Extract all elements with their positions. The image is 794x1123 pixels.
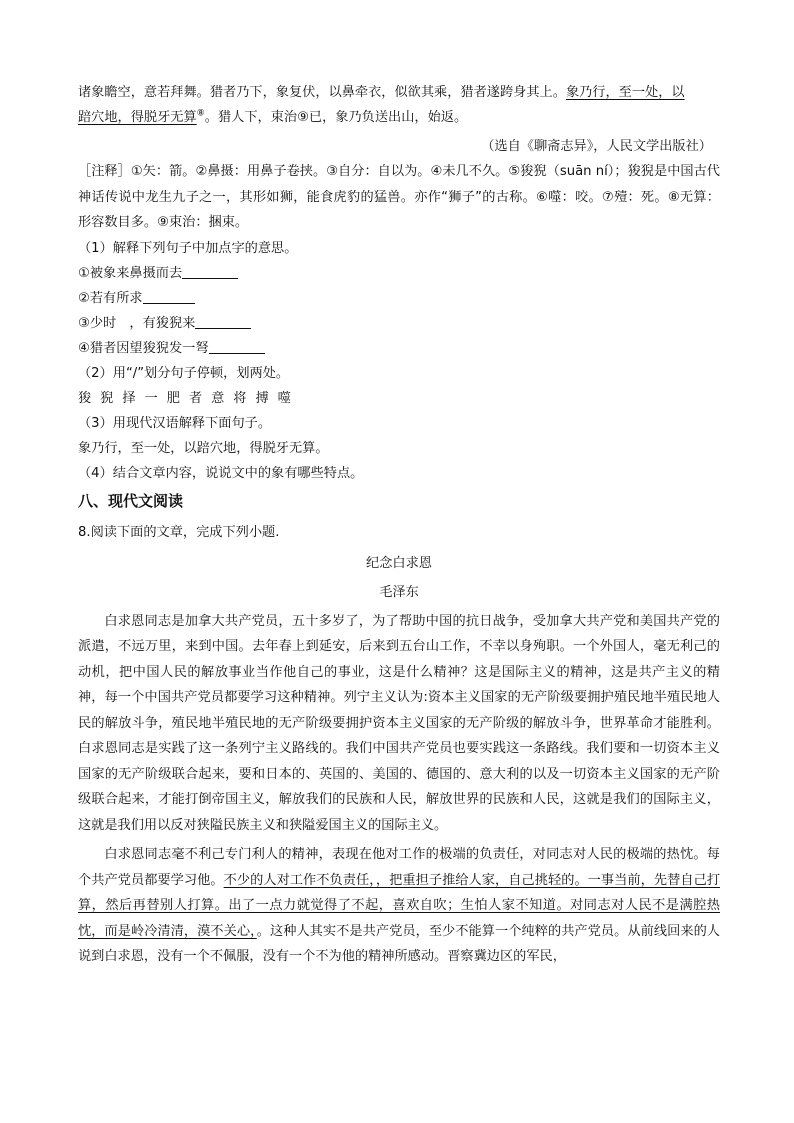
question-1-item-2 <box>78 286 720 311</box>
question-1: （1）解释下列句子中加点字的意思。 <box>78 240 298 256</box>
passage-line-2 <box>78 105 720 130</box>
underlined-passage: 不少的人对工作不负责任，，把重担子推给人家，自己挑轻的。一事当前，先替自己打算，然后再替别人打算。出了一点力就觉得了不起，喜欢自吹；生怕人家不知道。对同志对人民不是满腔热忱，而是岭冷清清，漠不关心， <box>78 872 721 939</box>
footnote-marker: ⑧ <box>196 108 205 119</box>
source-citation: （选自《聊斋志异》，人民文学出版社） <box>481 139 712 154</box>
underlined-sentence-part2: 踣穴地，得脱牙无算 <box>78 110 197 125</box>
item-text: ④猎者因望狻猊发一弩 <box>78 340 209 356</box>
passage-text: 诸象瞻空，意若拜舞。猎者乃下，象复伏，以鼻牵衣，似欲其乘，猎者遂跨身其上。 <box>78 85 566 100</box>
answer-blank[interactable] <box>143 289 195 304</box>
passage-line-1 <box>78 80 720 105</box>
article-paragraph-1: 白求恩同志是加拿大共产党员，五十多岁了，为了帮助中国的抗日战争，受加拿大共产党和美国共产党的派遣，不远万里，来到中国。去年春上到延安，后来到五台山工作，不幸以身殉职。一个外国人，毫无利己的动机，把中国人民的解放事业当作他自己的事业，这是什么精神？这是国际主义的精神，这是共产主义的精神，每一个中国共产党员都要学习这种精神。列宁主义认为:资本主义国家的无产阶级要拥护殖民地半殖民地人民的解放斗争，殖民地半殖民地的无产阶级要拥护资本主义国家的无产阶级的解放斗争，世界革命才能胜利。白求恩同志是实践了这一条列宁主义路线的。我们中国共产党员也要实践这一条路线。我们要和一切资本主义国家的无产阶级联合起来，要和日本的、英国的、美国的、德国的、意大利的以及一切资本主义国家的无产阶级联合起来，才能打倒帝国主义，解放我们的民族和人民，解放世界的民族和人民，这就是我们的国际主义，这就是我们用以反对狭隘民族主义和狭隘爱国主义的国际主义。 <box>78 613 720 833</box>
answer-blank[interactable] <box>182 264 238 279</box>
question-1-item-1 <box>78 261 720 286</box>
question-3-sentence: 象乃行，至一处，以踣穴地，得脱牙无算。 <box>78 440 329 456</box>
question-4: （4）结合文章内容，说说文中的象有哪些特点。 <box>78 465 364 481</box>
article-title: 纪念白求恩 <box>366 555 432 571</box>
question-3: （3）用现代汉语解释下面句子。 <box>78 415 272 431</box>
paragraph-text: 。这种人其实不是共产党员，至少不能算一个纯粹的共产党员。从前线回来的人说到白求恩，没有一个不佩服，没有一个不为他的精神所感动。晋察冀边区的军民， <box>78 923 720 964</box>
annotation-notes: ［注释］①矢：箭。②鼻摄：用鼻子卷挟。③自分：自以为。④未几不久。⑤狻猊（suān ní）；狻猊是中国古代神话传说中龙生九子之一，其形如狮，能食虎豹的猛兽。亦作“狮子”的古称。⑥噬：咬。⑦殪：死。⑧无算：形容数目多。⑨束治：捆束。 <box>78 164 720 230</box>
question-1-item-4 <box>78 336 720 361</box>
question-1-item-3 <box>78 311 720 336</box>
reading-prompt: 8.阅读下面的文章，完成下列小题. <box>78 524 280 540</box>
section-heading: 八、现代文阅读 <box>78 491 184 510</box>
article-paragraph-2 <box>78 842 720 970</box>
paragraph-text: 白求恩同志毫不利己专门利人的精神，表现在他对工作的极端的负责任，对同志对人民的极端的热忱。每个共产党员都要学习他。 <box>78 847 720 888</box>
item-text: ②若有所求 <box>78 290 143 306</box>
question-2: （2）用“/”划分句子停顿，划两处。 <box>78 365 290 381</box>
underlined-sentence-part1: 象乃行，至一处，以 <box>565 85 685 100</box>
question-2-sentence: 狻猊择一肥者意将搏噬 <box>78 390 300 406</box>
item-text: ①被象来鼻摄而去 <box>78 265 183 281</box>
document-content <box>78 80 720 970</box>
item-text: ③少时 ，有狻猊来 <box>78 315 196 331</box>
article-author: 毛泽东 <box>379 584 419 600</box>
answer-blank[interactable] <box>195 314 251 329</box>
passage-text: 。猎人下，束治⑨已，象乃负送出山，始返。 <box>204 110 468 125</box>
answer-blank[interactable] <box>209 339 265 354</box>
